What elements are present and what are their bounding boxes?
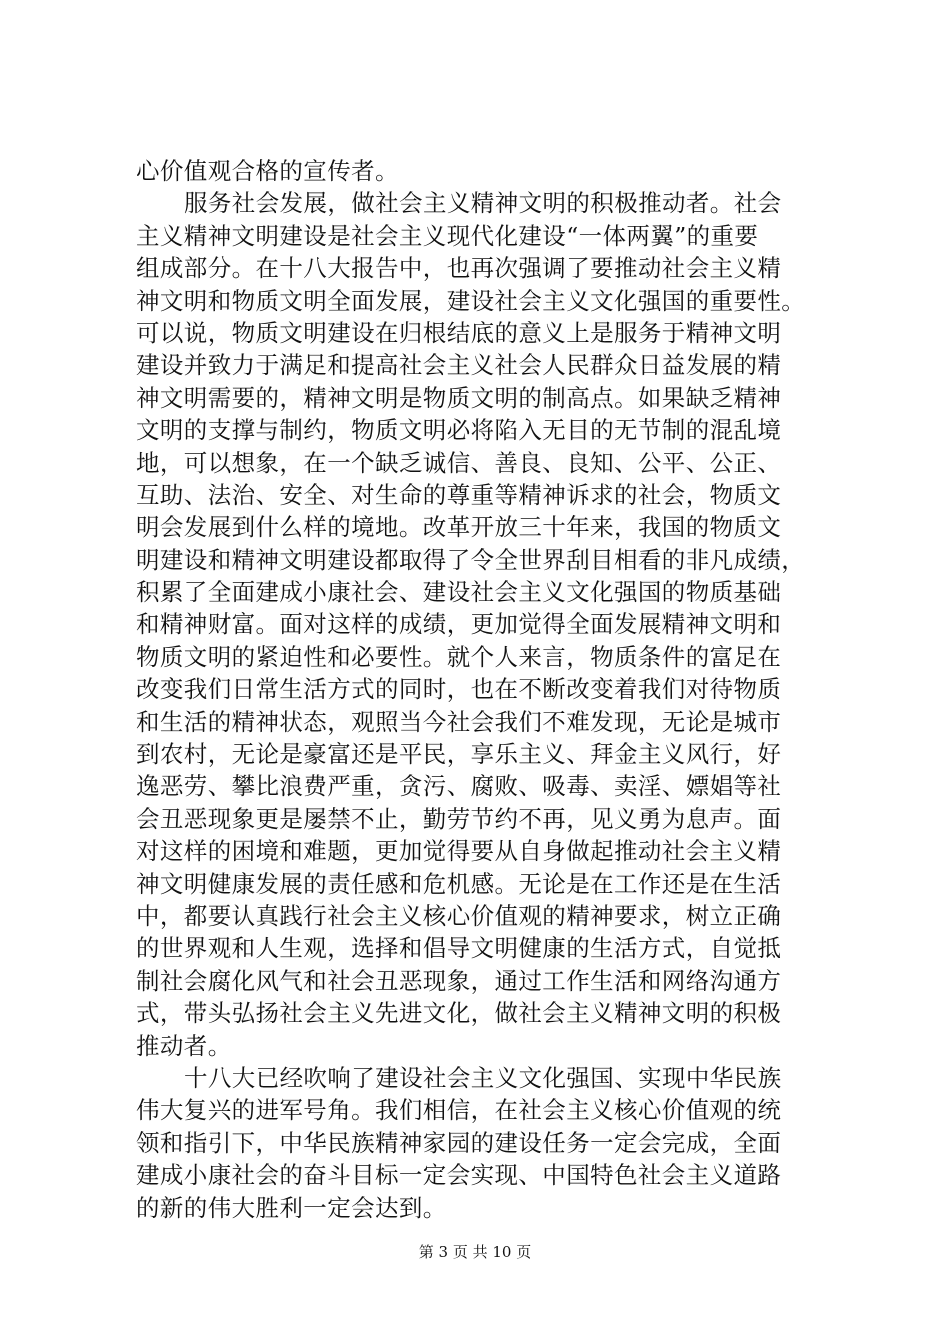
text-line: 神文明需要的，精神文明是物质文明的制高点。如果缺乏精神 bbox=[136, 383, 782, 412]
text-line: 到农村，无论是豪富还是平民，享乐主义、拜金主义风行，好 bbox=[136, 740, 782, 769]
text-line: 制社会腐化风气和社会丑恶现象，通过工作生活和网络沟通方 bbox=[136, 966, 782, 995]
text-line: 互助、法治、安全、对生命的尊重等精神诉求的社会，物质文 bbox=[136, 480, 782, 509]
text-line: 式，带头弘扬社会主义先进文化，做社会主义精神文明的积极 bbox=[136, 999, 782, 1028]
text-line: 明建设和精神文明建设都取得了令全世界刮目相看的非凡成绩， bbox=[136, 545, 806, 574]
text-line: 会丑恶现象更是屡禁不止，勤劳节约不再，见义勇为息声。面 bbox=[136, 804, 782, 833]
body-text bbox=[136, 155, 846, 1224]
text-line: 和精神财富。面对这样的成绩，更加觉得全面发展精神文明和 bbox=[136, 610, 782, 639]
text-line: 中，都要认真践行社会主义核心价值观的精神要求，树立正确 bbox=[136, 901, 782, 930]
text-line: 神文明健康发展的责任感和危机感。无论是在工作还是在生活 bbox=[136, 869, 782, 898]
paragraph-first-line: 服务社会发展，做社会主义精神文明的积极推动者。社会 bbox=[184, 189, 782, 218]
text-line: 可以说，物质文明建设在归根结底的意义上是服务于精神文明 bbox=[136, 318, 782, 347]
text-line: 伟大复兴的进军号角。我们相信，在社会主义核心价值观的统 bbox=[136, 1096, 782, 1125]
text-line: 文明的支撑与制约，物质文明必将陷入无目的无节制的混乱境 bbox=[136, 416, 782, 445]
text-line: 改变我们日常生活方式的同时，也在不断改变着我们对待物质 bbox=[136, 675, 782, 704]
text-line: 建成小康社会的奋斗目标一定会实现、中国特色社会主义道路 bbox=[136, 1161, 782, 1190]
text-line: 地，可以想象，在一个缺乏诚信、善良、良知、公平、公正、 bbox=[136, 448, 782, 477]
text-line: 逸恶劳、攀比浪费严重，贪污、腐败、吸毒、卖淫、嫖娼等社 bbox=[136, 772, 782, 801]
text-line: 推动者。 bbox=[136, 1031, 232, 1060]
paragraph-first-line: 十八大已经吹响了建设社会主义文化强国、实现中华民族 bbox=[184, 1063, 782, 1092]
text-line: 领和指引下，中华民族精神家园的建设任务一定会完成，全面 bbox=[136, 1128, 782, 1157]
text-line: 建设并致力于满足和提高社会主义社会人民群众日益发展的精 bbox=[136, 351, 782, 380]
text-line: 和生活的精神状态，观照当今社会我们不难发现，无论是城市 bbox=[136, 707, 782, 736]
text-line: 的新的伟大胜利一定会达到。 bbox=[136, 1193, 447, 1222]
text-line: 的世界观和人生观，选择和倡导文明健康的生活方式，自觉抵 bbox=[136, 934, 782, 963]
text-line: 心价值观合格的宣传者。 bbox=[136, 157, 399, 185]
page-number-footer: 第 3 页 共 10 页 bbox=[418, 1243, 532, 1261]
text-line: 物质文明的紧迫性和必要性。就个人来言，物质条件的富足在 bbox=[136, 642, 782, 671]
text-line: 对这样的困境和难题，更加觉得要从自身做起推动社会主义精 bbox=[136, 837, 782, 866]
text-line: 主义精神文明建设是社会主义现代化建设“一体两翼”的重要 bbox=[136, 221, 759, 250]
text-line: 神文明和物质文明全面发展，建设社会主义文化强国的重要性。 bbox=[136, 286, 806, 315]
text-line: 明会发展到什么样的境地。改革开放三十年来，我国的物质文 bbox=[136, 513, 782, 542]
text-line: 积累了全面建成小康社会、建设社会主义文化强国的物质基础 bbox=[136, 578, 782, 607]
text-line: 组成部分。在十八大报告中，也再次强调了要推动社会主义精 bbox=[136, 254, 782, 283]
